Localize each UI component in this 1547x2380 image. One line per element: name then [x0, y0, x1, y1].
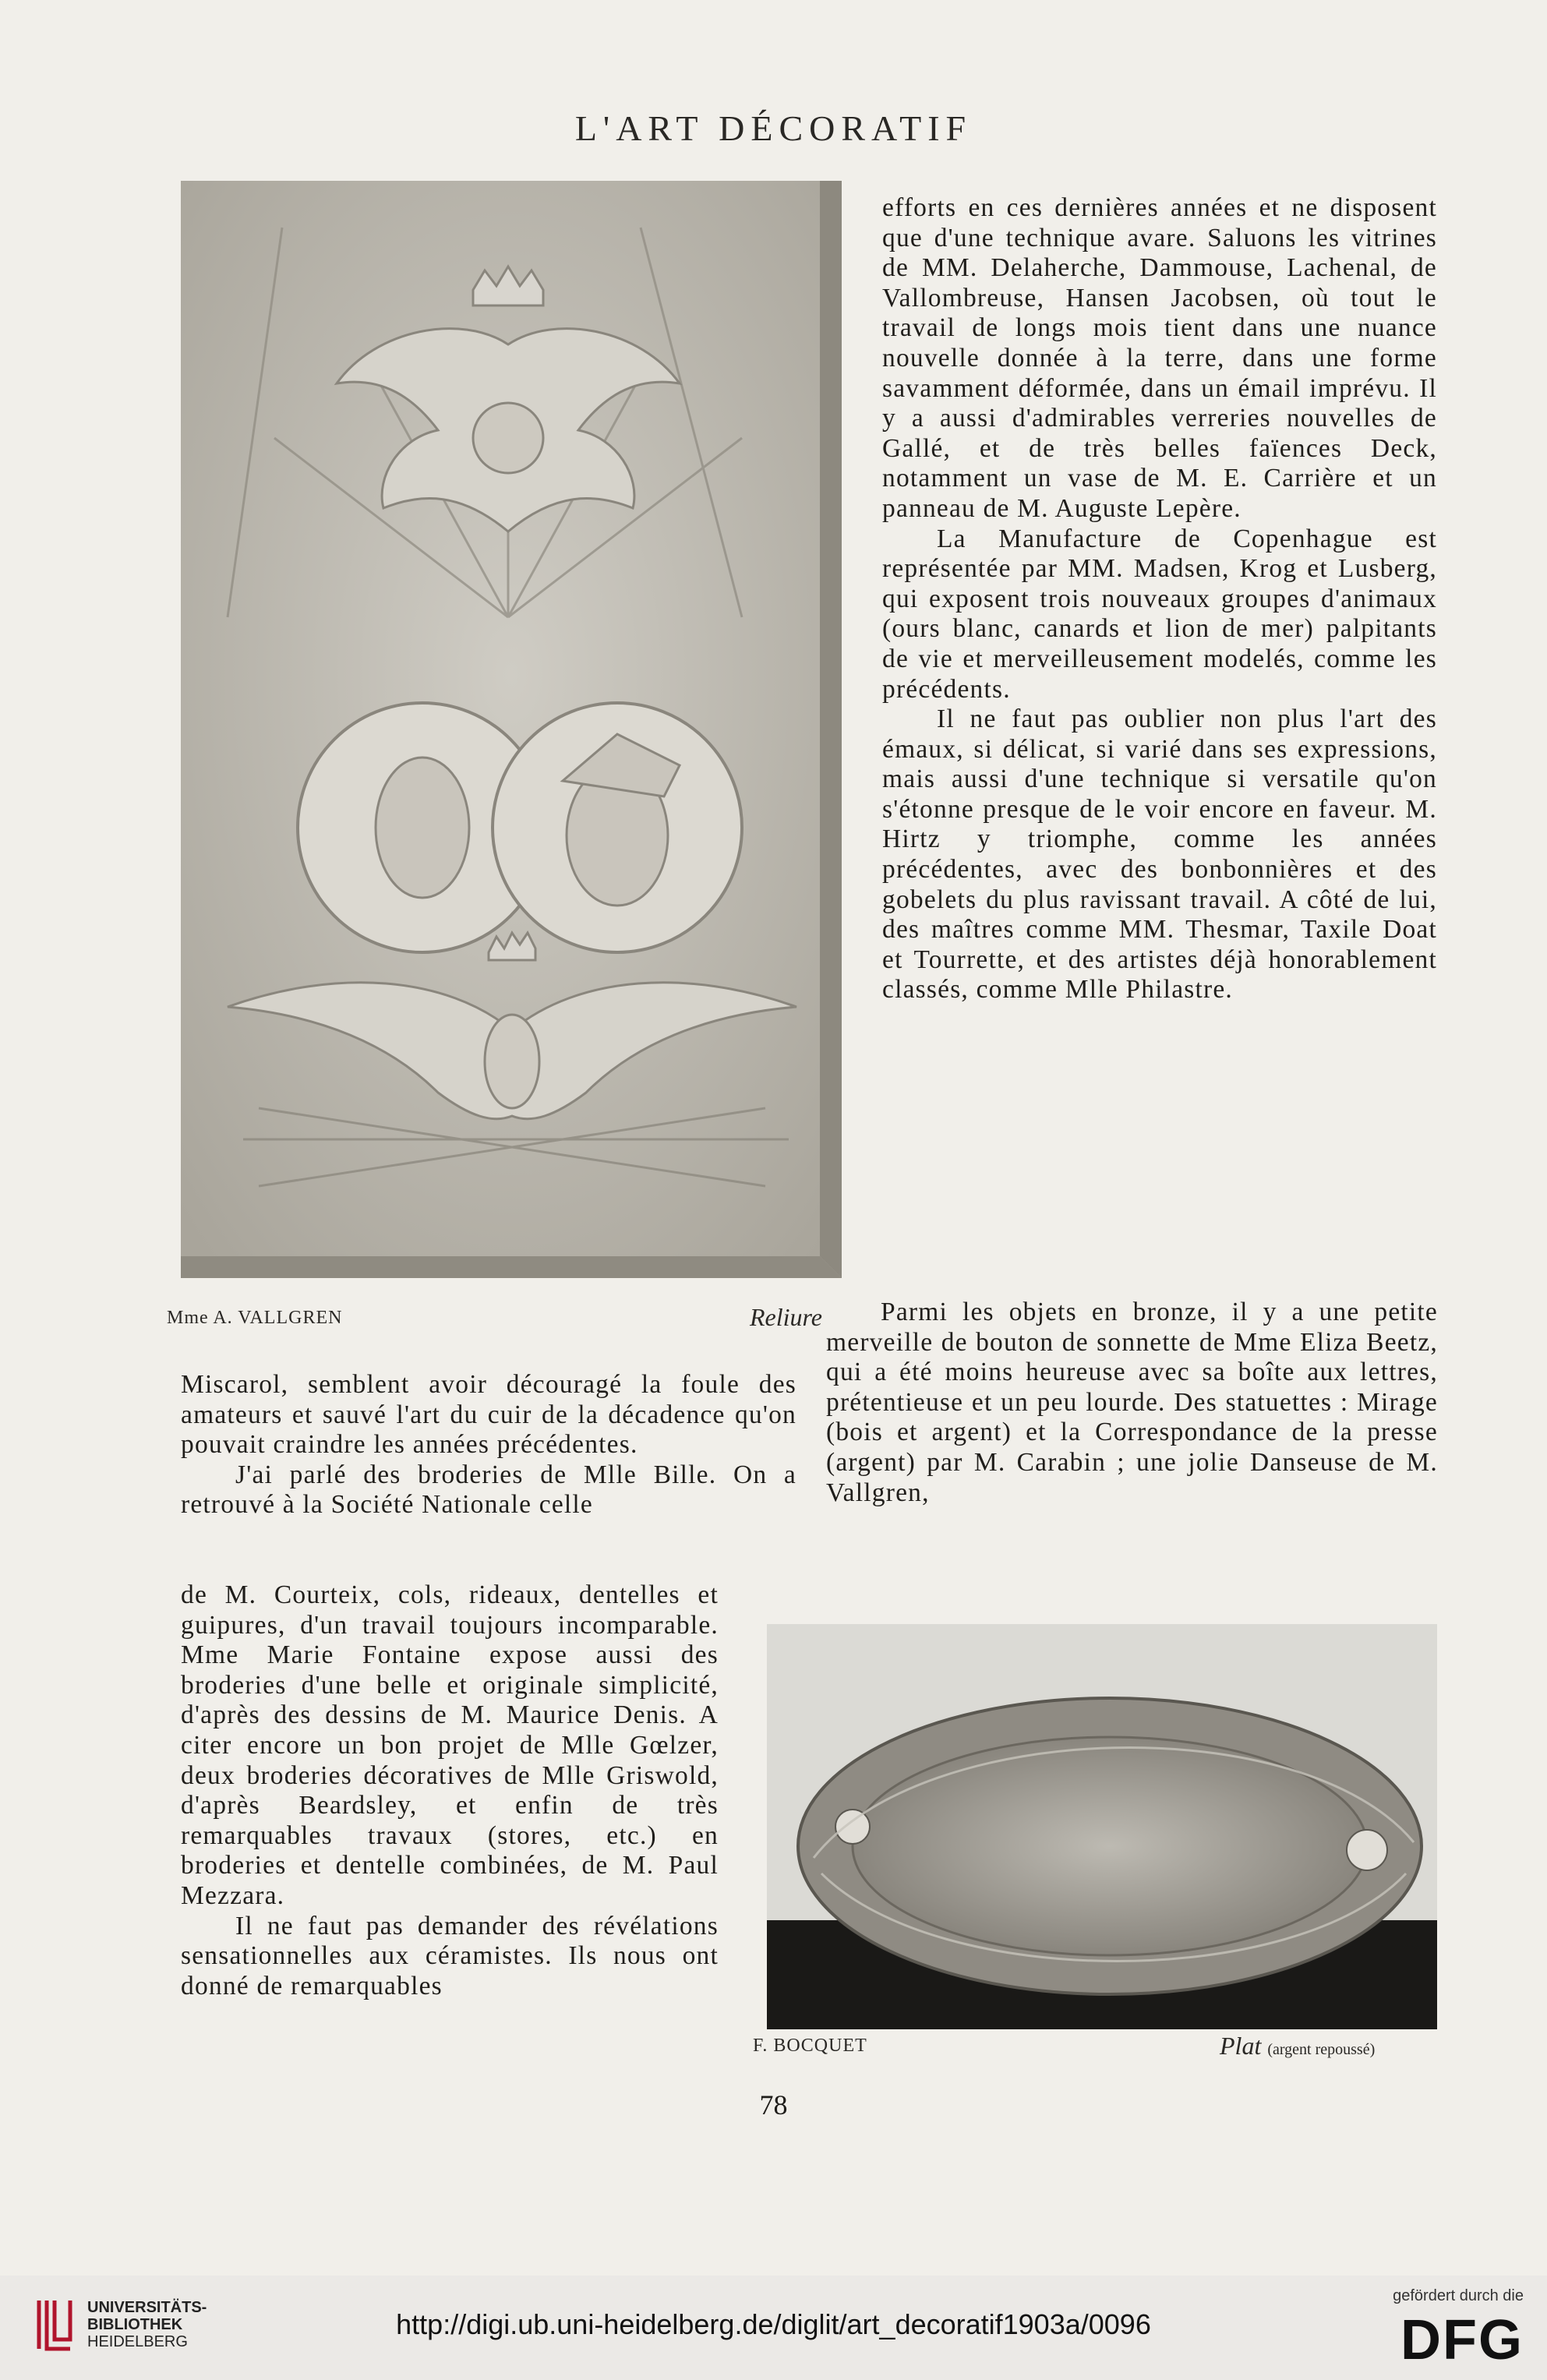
plat-image [767, 1624, 1437, 2029]
paragraph: Miscarol, semblent avoir découragé la foule des amateurs et sauvé l'art du cuir de la décadence qu'on pouvait craindre les années précédentes. [181, 1370, 796, 1460]
reliure-relief-illustration [181, 181, 842, 1278]
running-head: L'ART DÉCORATIF [574, 108, 973, 148]
dfg-logo: DFG [1400, 2309, 1524, 2371]
right-column-top [882, 193, 1437, 1005]
paragraph: Il ne faut pas demander des révélations sensationnelles aux céramistes. Ils nous ont donné de remarquables [181, 1911, 719, 2000]
page-number: 78 [759, 2089, 788, 2120]
right-column-mid [826, 1298, 1438, 1508]
plat-artist-caption: F. BOCQUET [753, 2036, 867, 2056]
plat-title: Plat [1220, 2032, 1262, 2060]
source-url-link[interactable]: http://digi.ub.uni-heidelberg.de/diglit/art_decoratif1903a/0096 [396, 2308, 1151, 2340]
reliure-image [181, 181, 842, 1278]
paragraph: de M. Courteix, cols, rideaux, dentelles et guipures, d'un travail toujours incomparable. Mme Marie Fontaine expose aussi des broderies d'une belle et originale simplicité, d'après des dessins de M. Maurice Denis. A citer encore un bon projet de Mlle Gœlzer, deux broderies décoratives de Mlle Griswold, d'après Beardsley, et enfin de très remarquables travaux (stores, etc.) en broderies et dentelle combinées, de M. Paul Mezzara. [181, 1580, 719, 1910]
funding-note: gefördert durch die [1393, 2287, 1524, 2304]
institution-name: UNIVERSITÄTS- BIBLIOTHEK HEIDELBERG [87, 2299, 207, 2350]
plat-title-caption [1220, 2032, 1375, 2060]
plat-note: (argent repoussé) [1267, 2041, 1376, 2058]
paragraph: La Manufacture de Copenhague est représentée par MM. Madsen, Krog et Lusberg, qui exposent trois nouveaux groupes d'animaux (ours blanc, canards et lion de mer) palpitants de vie et merveilleusement modelés, comme les précédents. [882, 524, 1437, 704]
left-column-bottom [181, 1580, 719, 2001]
paragraph: efforts en ces dernières années et ne disposent que d'une technique avare. Saluons les vitrines de MM. Delaherche, Dammouse, Lachenal, de Vallombreuse, Hansen Jacobsen, où tout le travail de longs mois tient dans une nuance nouvelle donnée à la terre, dans une forme savamment déformée, dans un émail imprévu. Il y a aussi d'admirables verreries nouvelles de Gallé, et de très belles faïences Deck, notamment un vase de M. E. Carrière et un panneau de M. Auguste Lepère. [882, 193, 1437, 523]
reliure-artist-caption: Mme A. VALLGREN [167, 1308, 343, 1328]
paragraph: Il ne faut pas oublier non plus l'art des émaux, si délicat, si varié dans ses expressions, mais aussi d'une technique si versatile qu'on s'étonne presque de le voir encore en faveur. M. Hirtz y triomphe, comme les années précédentes, avec des bonbonnières et des gobelets du plus ravissant travail. A côté de lui, des maîtres comme MM. Thesmar, Taxile Doat et Tourrette, et des artistes déjà honorablement classés, comme Mlle Philastre. [882, 704, 1437, 1005]
reliure-title-caption: Reliure [750, 1303, 822, 1331]
plat-silver-dish-illustration [767, 1624, 1437, 2029]
paragraph: J'ai parlé des broderies de Mlle Bille. On a retrouvé à la Société Nationale celle [181, 1460, 796, 1520]
left-column-mid [181, 1370, 796, 1520]
paragraph: Parmi les objets en bronze, il y a une petite merveille de bouton de sonnette de Mme Eliza Beetz, qui a été moins heureuse avec sa boîte aux lettres, prétentieuse et un peu lourde. Des statuettes : Mirage (bois et argent) et la Correspondance de la presse (argent) par M. Carabin ; une jolie Danseuse de M. Vallgren, [826, 1298, 1438, 1507]
